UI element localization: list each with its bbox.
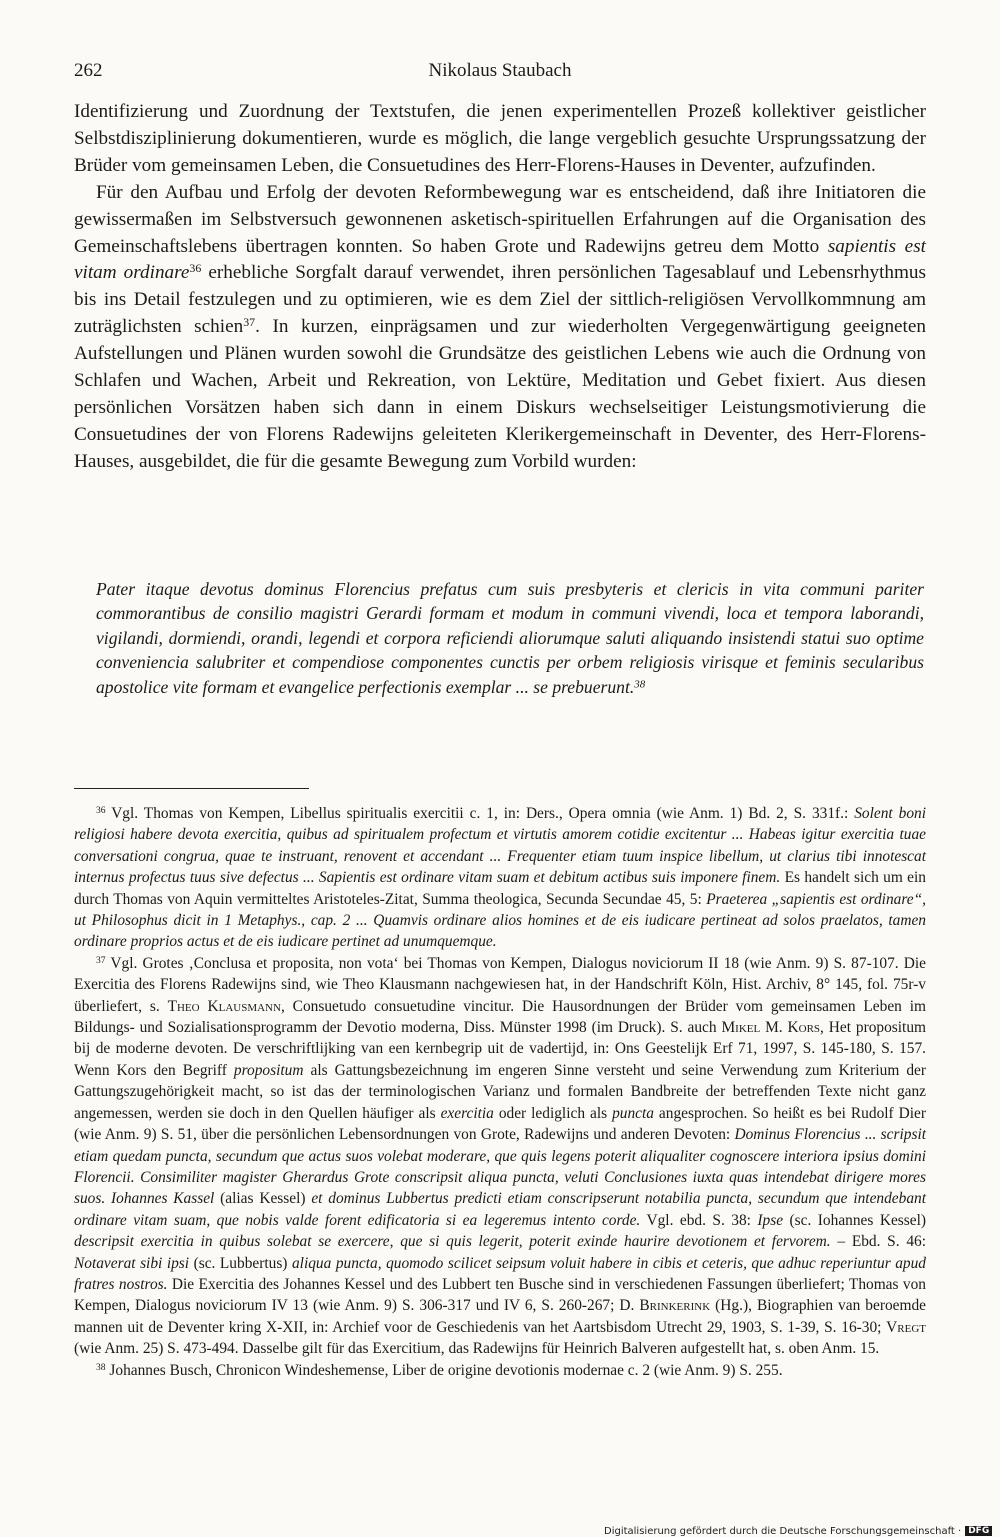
footnote-number: 36	[96, 805, 106, 817]
footnote-text: Die Exercitia des Johannes Kessel und des Lubbert ten Busche sind in verschiedenen Fassungen überliefert; Thomas von Kempen, Dialogus noviciorum IV 13 (wie Anm. 9) S. 306-317 und IV 6, S. 260-267;	[74, 1275, 926, 1315]
footnote-ref-38[interactable]: 38	[634, 678, 646, 691]
footnote-37	[74, 953, 926, 1360]
footnote-text: (Hg.), Biographien van beroemde mannen uit de Deventer kring X-XII, in: Archief voor de Geschiedenis van het Aartsbisdom Utrecht 29, 1903, S. 1-39, S. 16-30;	[74, 1297, 926, 1336]
footnote-separator	[74, 788, 309, 789]
footnote-text: Vgl. ebd. S. 38:	[640, 1211, 758, 1229]
block-quote	[96, 577, 924, 699]
footnote-text: oder lediglich als	[493, 1104, 613, 1122]
footnote-text: , Het propositum bij de moderne devoten. De verschriftlijking van een kernbegrip uit de vadertijd, in: Ons Geestelijk Erf 71, 1997, S. 145-180, S. 157. Wenn Kors den Begriff	[74, 1019, 926, 1079]
latin-quote: aliqua puncta, quomodo scilicet seipsum voluit habere in cibis et ceteris, que adhuc reperiuntur apud fratres nostros.	[74, 1254, 926, 1293]
latin-term: exercitia	[440, 1104, 494, 1122]
main-text	[74, 99, 926, 476]
latin-quote: Praeterea „sapientis est ordinare“, ut Philosophus dicit in 1 Metaphys., cap. 2 ... Quamvis ordinare alios homines et de eis iudicare pertineat ad solos praelatos, tamen ordinare proprios actus et de eis iudicare pertinet ad unumquemque.	[74, 890, 926, 951]
footnote-text: Vgl. Thomas von Kempen, Libellus spiritualis exercitii c. 1, in: Ders., Opera omnia (wie Anm. 1) Bd. 2, S. 331f.:	[105, 805, 855, 822]
footnote-ref-36[interactable]: 36	[189, 261, 202, 276]
footnote-text: Es handelt sich um ein durch Thomas von Aquin vermitteltes Aristoteles-Zitat, Summa theologica, Secunda Secundae 45, 5:	[74, 869, 926, 908]
footnote-text: (wie Anm. 25) S. 473-494. Dasselbe gilt für das Exercitium, das Radewijns für Heinrich Balveren aufgestellt hat, s. oben Anm. 15.	[74, 1340, 880, 1358]
footnote-text: angesprochen. So heißt es bei Rudolf Dier (wie Anm. 9) S. 51, über die persönlichen Lebensordnungen von Grote, Radewijns und anderen Devoten:	[74, 1104, 926, 1144]
latin-quote: Notaverat sibi ipsi	[74, 1254, 190, 1272]
footer-credit: Digitalisierung gefördert durch die Deutsche Forschungsgemeinschaft ·	[604, 1525, 962, 1537]
footnote-text: Johannes Busch, Chronicon Windeshemense, Liber de origine devotionis modernae c. 2 (wie Anm. 9) S. 255.	[105, 1361, 783, 1379]
text-segment: Für den Aufbau und Erfolg der devoten Reformbewegung war es entscheidend, daß ihre Initiatoren die gewissermaßen im Selbstversuch gewonnenen asketisch-spirituellen Erfahrungen auf die Organisation des Gemeinschaftslebens übertragen konnten. So haben Grote und Radewijns getreu dem Motto	[74, 181, 926, 257]
text-segment: . In kurzen, einprägsamen und zur wiederholten Vergegenwärtigung geeigneten Aufstellungen und Plänen wurden sowohl die Grundsätze des geistlichen Lebens wie auch die Ordnung von Schlafen und Wachen, Arbeit und Rekreation, von Lektüre, Meditation und Gebet fixiert. Aus diesen persönlichen Vorsätzen haben sich dann in einem Diskurs wechselseitiger Leistungsmotivierung die Consuetudines der von Florens Radewijns geleiteten Klerikergemeinschaft in Deventer, des Herr-Florens-Hauses, ausgebildet, die für die gesamte Bewegung zum Vorbild wurden:	[74, 316, 926, 472]
dfg-logo-icon: DFG	[965, 1526, 992, 1536]
author-name: Vregt	[886, 1318, 926, 1336]
page-header	[74, 60, 926, 90]
footnotes	[74, 803, 926, 1381]
footnote-text: (sc. Lubbertus)	[189, 1254, 292, 1272]
latin-quote: et dominus Lubbertus predicti etiam conscripserunt notabilia puncta, secundum que intendebant ordinare vitam suam, que nobis valde forent edificatoria si ea legeremus intento corde.	[74, 1190, 926, 1229]
quote-text: Pater itaque devotus dominus Florencius prefatus cum suis presbyteris et clericis in vita communi pariter commorantibus de consilio magistri Gerardi formam et modum in communi vivendi, loca et tempora laborandi, vigilandi, dormiendi, orandi, legendi et corpora reficiendi aliorumque saluti aliquando insistendi statui suo optime conveniencia salubriter et compendiose componentes cunctis per orbem religiosis virisque et feminis secularibus apostolice vite formam et evangelice perfectionis exemplar ... se prebuerunt.	[96, 579, 924, 697]
running-title: Nikolaus Staubach	[428, 60, 572, 81]
author-name: Theo Klausmann	[167, 997, 281, 1015]
author-name: Mikel M. Kors	[721, 1019, 821, 1037]
latin-term: propositum	[233, 1061, 304, 1079]
text-segment: erhebliche Sorgfalt darauf verwendet, ihren persönlichen Tagesablauf und Lebensrhythmus bis ins Detail festzulegen und zu optimieren, wie es dem Ziel der sittlich-religiösen Vervollkommnung am zuträglichsten schien	[74, 262, 926, 338]
footnote-ref-37[interactable]: 37	[243, 315, 256, 330]
latin-term: puncta	[612, 1104, 654, 1122]
footnote-text: Vgl. Grotes ‚Conclusa et proposita, non vota‘ bei Thomas von Kempen, Dialogus noviciorum II 18 (wie Anm. 9) S. 87-107. Die Exercitia des Florens Radewijns sind, wie Theo Klausmann nachgewiesen hat, in der Handschrift Köln, Hist. Archiv, 8° 145, fol. 75r-v überliefert, s.	[74, 954, 926, 1015]
page-number: 262	[74, 60, 103, 81]
footnote-number: 37	[96, 955, 106, 967]
footnote-text: , Consuetudo consuetudine vincitur. Die Hausordnungen der Brüder vom gemeinsamen Leben im Bildungs- und Sozialisationsprogramm der Devotio moderna, Diss. Münster 1998 (im Druck). S. auch	[74, 997, 927, 1037]
footnote-text: (sc. Iohannes Kessel)	[783, 1211, 926, 1229]
digitization-footer	[604, 1526, 994, 1536]
footnote-text: – Ebd. S. 46:	[830, 1233, 926, 1251]
paragraph-2	[74, 180, 926, 476]
footnote-text: (alias Kessel)	[214, 1190, 312, 1208]
latin-quote: descripsit exercitia in quibus solebat se exercere, que si quis legerit, poterit exinde haurire devotionem et fervorem.	[74, 1233, 831, 1251]
footnote-36	[74, 803, 926, 953]
latin-quote: Solent boni religiosi habere devota exercitia, quibus ad spiritualem profectum et virtutis amorem cotidie excitentur ... Habeas igitur exercitia tuae conversationi congrua, quae te instruant, renovent et accendant ... Frequenter etiam tuum inspice libellum, ut clarius tibi innotescat internus profectus tuus sive defectus ... Sapientis est ordinare vitam suam et debitum actibus suis imponere finem.	[74, 805, 926, 887]
footnote-number: 38	[96, 1361, 106, 1373]
latin-quote: Ipse	[757, 1211, 784, 1229]
footnote-38	[74, 1360, 926, 1381]
motto-quote: sapientis est vitam ordinare	[74, 235, 926, 284]
latin-quote: Dominus Florencius ... scripsit etiam quedam puncta, secundum que actus suos volebat moderare, que quis legens poterit aliqualiter cognoscere interiora ipsius domini Florencii. Consimiliter magister Gherardus Grote conscripsit aliqua puncta, veluti Conclusiones iuxta quas intendebat dirigere mores suos. Iohannes Kassel	[74, 1126, 926, 1208]
author-name: D. Brinkerink	[619, 1297, 711, 1315]
paragraph-1: Identifizierung und Zuordnung der Textstufen, die jenen experimentellen Prozeß kollektiver geistlicher Selbstdisziplinierung dokumentieren, wurde es möglich, die lange vergeblich gesuchte Ursprungssatzung der Brüder vom gemeinsamen Leben, die Consuetudines des Herr-Florens-Hauses in Deventer, aufzufinden.	[74, 101, 926, 176]
footnote-text: als Gattungsbezeichnung im engeren Sinne versteht und seine Verwendung zum Kriterium der Gattungszugehörigkeit macht, so ist das der terminologischen Varianz und formalen Bandbreite der betreffenden Texte nicht ganz angemessen, werden sie doch in den Quellen häufiger als	[74, 1061, 926, 1122]
